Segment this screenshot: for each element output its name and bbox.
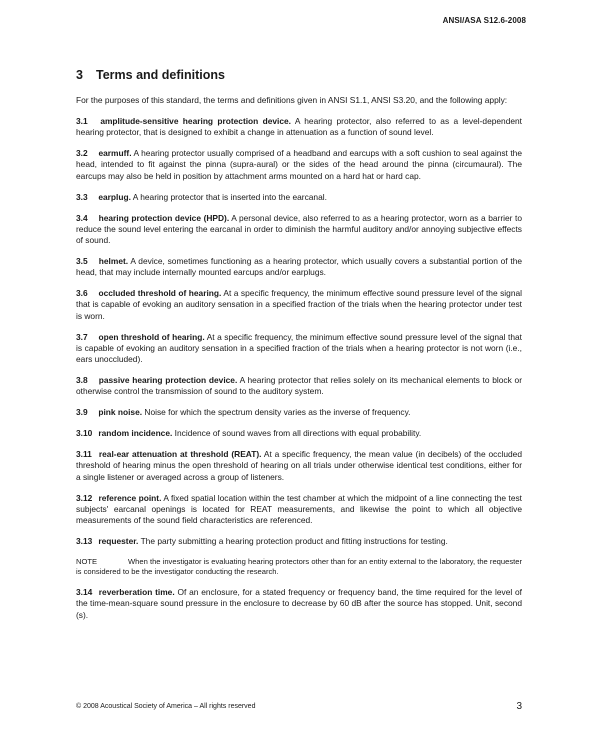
term-entry [76,587,522,621]
term-entry [76,148,522,182]
term-number: 3.10 [76,428,93,439]
term-number: 3.8 [76,375,88,386]
term-name: reverberation time. [98,587,175,598]
term-definition: At a specific frequency, the minimum effective sound pressure level of the signal that is capable of evoking an auditory sensation in a specified fraction of the trials when a hearing protector is not worn (i.e., ears unoccluded). [76,331,523,365]
term-number: 3.12 [76,492,93,503]
page-footer [76,701,522,712]
term-entry [76,116,522,138]
term-definition: A hearing protector that relies solely on its mechanical elements to block or otherwise control the transmission of sound to the auditory system. [76,375,522,397]
term-definition: A hearing protector that is inserted into the earcanal. [132,191,327,202]
term-number: 3.3 [76,191,88,202]
section-body [76,95,522,631]
term-number: 3.2 [76,148,88,159]
term-number: 3.13 [76,536,93,547]
term-definition: Incidence of sound waves from all directions with equal probability. [174,428,422,439]
section-heading [76,68,225,82]
term-name: reference point. [98,492,162,503]
term-name: hearing protection device (HPD). [98,212,230,223]
term-name: amplitude-sensitive hearing protection device. [100,116,291,126]
term-definition: At a specific frequency, the mean value (in decibels) of the occluded threshold of hearing minus the open threshold of hearing on all trials under otherwise identical test conditions, either for a single listener or averaged across a group of listeners. [76,449,522,482]
term-number: 3.7 [76,331,88,342]
term-definition: A fixed spatial location within the test chamber at which the midpoint of a line connecting the test subjects' earcanal openings is located for REAT measurements, and likewise the point to which all objective measurements of the sound field characteristics are referenced. [76,492,522,526]
term-name: real-ear attenuation at threshold (REAT). [98,449,262,460]
note-text: When the investigator is evaluating hearing protectors other than for an entity external to the laboratory, the requester is considered to be the investigator conducting the research. [76,557,522,577]
page-number: 3 [516,701,522,712]
document-code: ANSI/ASA S12.6-2008 [442,16,526,25]
term-number: 3.4 [76,212,88,223]
term-entry [76,536,522,547]
term-entry [76,493,522,527]
section-title: Terms and definitions [96,68,225,82]
term-number: 3.5 [76,256,88,267]
term-entry [76,192,522,203]
term-definition: Of an enclosure, for a stated frequency or frequency band, the time required for the level of the time-mean-square sound pressure in the enclosure to decrease by 60 dB after the source has stopped. Unit, second (s). [76,587,522,620]
term-entry [76,407,522,418]
term-definition: A hearing protector, also referred to as a level-dependent hearing protector, that is designed to exhibit a change in attenuation as a function of sound level. [76,116,523,138]
term-entry [76,288,522,322]
term-entry [76,213,522,247]
term-definition: A personal device, also referred to as a hearing protector, worn as a barrier to reduce the sound level entering the earcanal in order to diminish the harmful auditory and/or annoying subjective effects of sound. [76,212,522,246]
term-entry [76,332,522,366]
term-name: random incidence. [98,428,173,439]
term-name: earplug. [98,191,131,202]
term-definition: At a specific frequency, the minimum effective sound pressure level of the signal that is capable of evoking an auditory sensation in a specified fraction of the trials when the hearing protector under test is worn. [76,288,522,321]
term-name: open threshold of hearing. [98,331,205,342]
term-name: occluded threshold of hearing. [98,288,222,299]
term-definition: A hearing protector usually comprised of a headband and earcups with a soft cushion to seal against the head, intended to fit against the pinna (supra-aural) or the sides of the head around the pinna (circumaural). The earcups may also be held in position by attachment arms mounted on a hard hat or hard cap. [76,148,522,181]
term-entry [76,375,522,397]
term-number: 3.14 [76,587,93,598]
term-name: pink noise. [98,407,143,418]
term-name: requester. [98,536,139,547]
term-entry [76,449,522,483]
note-entry [76,557,522,577]
term-name: helmet. [98,256,129,267]
term-name: passive hearing protection device. [98,375,238,386]
section-intro: For the purposes of this standard, the terms and definitions given in ANSI S1.1, ANSI S3.20, and the following apply: [76,95,508,105]
term-number: 3.11 [76,449,92,460]
term-name: earmuff. [98,148,132,159]
term-number: 3.1 [76,116,88,126]
copyright-notice: © 2008 Acoustical Society of America – All rights reserved [76,703,256,710]
term-definition: The party submitting a hearing protection product and fitting instructions for testing. [140,536,448,547]
term-entry [76,428,522,439]
term-entry [76,256,522,278]
term-number: 3.9 [76,407,88,418]
note-label: NOTE [76,557,98,567]
section-number: 3 [76,68,83,82]
term-number: 3.6 [76,288,88,299]
term-definition: A device, sometimes functioning as a hearing protector, which usually covers a substantial portion of the head, that may include internally mounted earcups and/or earplugs. [76,256,523,278]
term-definition: Noise for which the spectrum density varies as the inverse of frequency. [144,407,411,418]
